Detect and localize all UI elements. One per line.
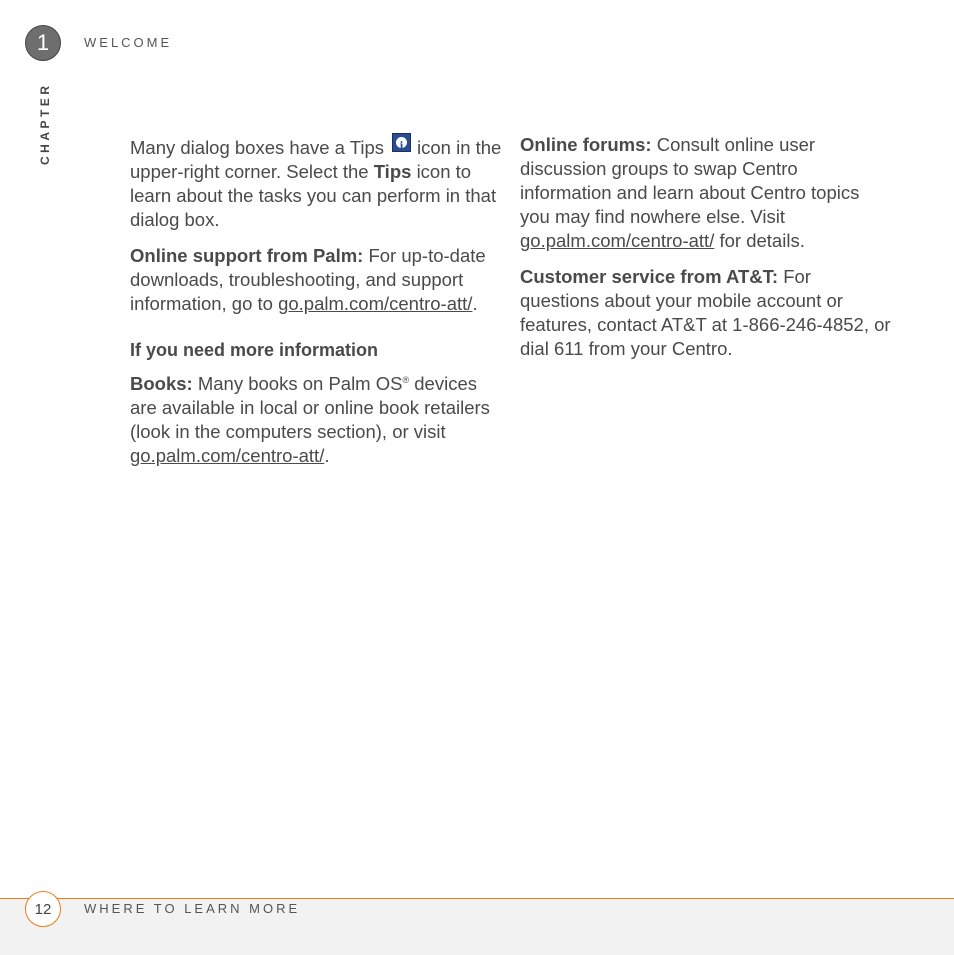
books-paragraph: Books: Many books on Palm OS® devices are available in local or online book retailers (look in the computers section), or visit go.palm.com/centro-att/. — [130, 373, 490, 466]
palm-support-paragraph: Online support from Palm: For up-to-date downloads, troubleshooting, and support information, go to go.palm.com/centro-att/. — [130, 245, 486, 314]
chapter-number-badge — [25, 25, 61, 61]
left-column — [130, 133, 502, 480]
forums-paragraph: Online forums: Consult online user discussion groups to swap Centro information and learn about Centro topics you may find nowhere else. Visit go.palm.com/centro-att/ for details. — [520, 134, 860, 251]
chapter-title: WELCOME — [84, 35, 173, 50]
right-column — [520, 133, 892, 373]
forums-link[interactable]: go.palm.com/centro-att/ — [520, 230, 715, 251]
section-heading: If you need more information — [130, 340, 379, 360]
page-number: 12 — [34, 900, 52, 918]
tips-paragraph: Many dialog boxes have a Tipsi icon in the upper-right corner. Select the Tips icon to learn about the tasks you can perform in that dialog box. — [130, 133, 502, 232]
chapter-number: 1 — [36, 30, 50, 55]
page-number-badge — [25, 891, 61, 927]
chapter-label: CHAPTER — [38, 82, 52, 165]
registered-mark: ® — [402, 375, 410, 385]
tips-info-icon — [392, 133, 411, 152]
customer-service-paragraph: Customer service from AT&T: For questions about your mobile account or features, contact AT&T at 1-866-246-4852, or dial 611 from your Centro. — [520, 266, 891, 359]
section-title: WHERE TO LEARN MORE — [84, 901, 301, 916]
books-link[interactable]: go.palm.com/centro-att/ — [130, 445, 325, 466]
palm-support-link[interactable]: go.palm.com/centro-att/ — [278, 293, 473, 314]
